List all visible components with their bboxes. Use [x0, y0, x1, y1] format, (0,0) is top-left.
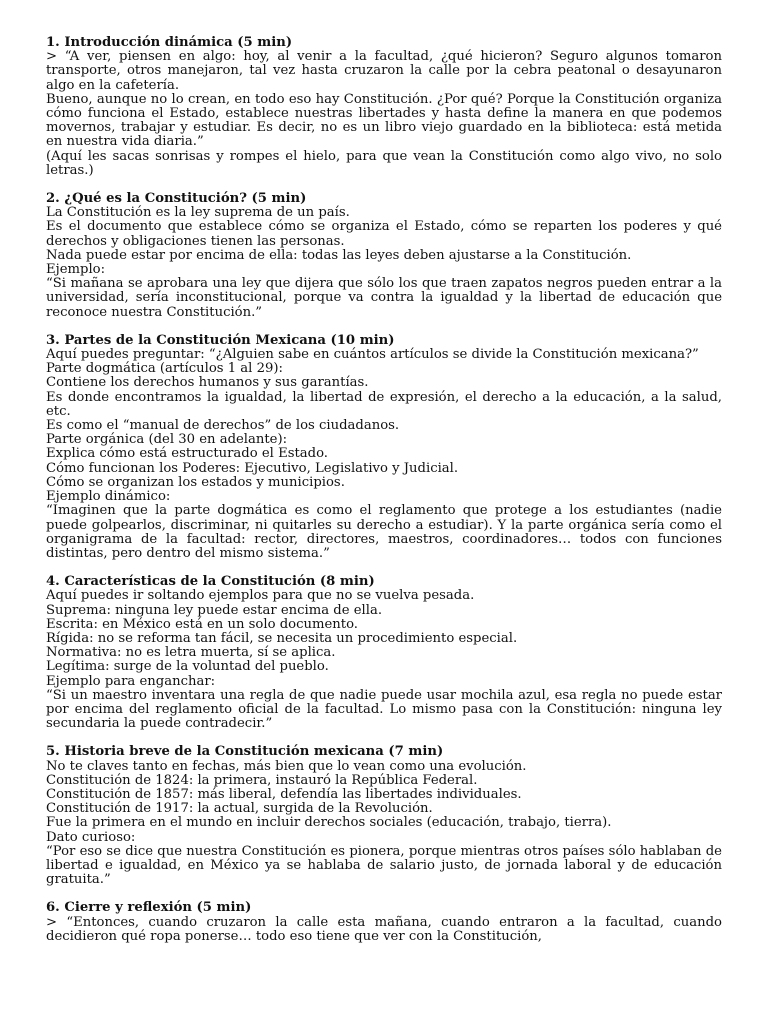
- section-2: [46, 192, 722, 320]
- section-paragraph: La Constitución es la ley suprema de un país.: [46, 205, 350, 221]
- section-heading: 4. Características de la Constitución (8 min): [46, 574, 375, 590]
- section-paragraph: Rígida: no se reforma tan fácil, se necesita un procedimiento especial.: [46, 630, 518, 646]
- section-paragraph: Cómo se organizan los estados y municipios.: [46, 474, 345, 490]
- section-heading: 1. Introducción dinámica (5 min): [46, 35, 293, 50]
- section-6: [46, 901, 722, 944]
- section-heading: 2. ¿Qué es la Constitución? (5 min): [46, 191, 307, 207]
- section-paragraph: No te claves tanto en fechas, más bien que lo vean como una evolución.: [46, 758, 527, 774]
- section-paragraph: > “Entonces, cuando cruzaron la calle esta mañana, cuando entraron a la facultad, cuando decidieron qué ropa ponerse… todo eso tiene que ver con la Constitución,: [46, 914, 722, 944]
- section-paragraph: > “A ver, piensen en algo: hoy, al venir a la facultad, ¿qué hicieron? Seguro algunos tomaron transporte, otros manejaron, tal vez hasta cruzaron la calle por la cebra peatonal o desayunaron algo en la cafetería.: [46, 49, 722, 93]
- section-paragraph: Dato curioso:: [46, 829, 136, 845]
- section-heading: 5. Historia breve de la Constitución mexicana (7 min): [46, 744, 444, 760]
- section-paragraph: Constitución de 1824: la primera, instauró la República Federal.: [46, 772, 478, 788]
- section-5: [46, 745, 722, 887]
- section-paragraph: Nada puede estar por encima de ella: todas las leyes deben ajustarse a la Constitución.: [46, 247, 632, 263]
- section-paragraph: Contiene los derechos humanos y sus garantías.: [46, 375, 369, 391]
- section-paragraph: “Si mañana se aprobara una ley que dijera que sólo los que traen zapatos negros pueden entrar a la universidad, sería inconstitucional, porque va contra la igualdad y la libertad de educación que reconoce nuestra Constitución.”: [46, 276, 722, 320]
- section-paragraph: Escrita: en México está en un solo documento.: [46, 616, 358, 632]
- section-3: [46, 334, 722, 561]
- section-paragraph: Suprema: ninguna ley puede estar encima de ella.: [46, 602, 383, 618]
- section-paragraph: Parte dogmática (artículos 1 al 29):: [46, 361, 283, 377]
- section-paragraph: Es como el “manual de derechos” de los ciudadanos.: [46, 418, 400, 434]
- section-paragraph: Es donde encontramos la igualdad, la libertad de expresión, el derecho a la educación, a la salud, etc.: [46, 389, 722, 419]
- section-paragraph: (Aquí les sacas sonrisas y rompes el hielo, para que vean la Constitución como algo vivo, no solo letras.): [46, 148, 722, 178]
- section-paragraph: “Si un maestro inventara una regla de que nadie puede usar mochila azul, esa regla no puede estar por encima del reglamento oficial de la facultad. Lo mismo pasa con la Constitución: ninguna ley secundaria la puede contradecir.”: [46, 687, 722, 732]
- section-heading: 3. Partes de la Constitución Mexicana (10 min): [46, 332, 395, 348]
- section-paragraph: “Imaginen que la parte dogmática es como el reglamento que protege a los estudiantes (nadie puede golpearlos, discriminar, ni quitarles su derecho a estudiar). Y la parte orgánica sería como el organigrama de la facultad: rector, directores, maestros, coordinadores… todos con funciones distintas, pero dentro del mismo sistema.”: [46, 503, 722, 561]
- section-paragraph: Ejemplo:: [46, 262, 106, 278]
- section-paragraph: Fue la primera en el mundo en incluir derechos sociales (educación, trabajo, tierra).: [46, 815, 612, 831]
- section-4: [46, 575, 722, 731]
- section-paragraph: Normativa: no es letra muerta, sí se aplica.: [46, 645, 336, 661]
- section-paragraph: Ejemplo dinámico:: [46, 489, 171, 505]
- section-paragraph: Parte orgánica (del 30 en adelante):: [46, 432, 288, 448]
- section-paragraph: “Por eso se dice que nuestra Constitución es pionera, porque mientras otros países sólo hablaban de libertad e igualdad, en México ya se hablaba de salario justo, de jornada laboral y de educación gratuita.”: [46, 843, 722, 888]
- section-paragraph: Cómo funcionan los Poderes: Ejecutivo, Legislativo y Judicial.: [46, 460, 459, 476]
- section-paragraph: Es el documento que establece cómo se organiza el Estado, cómo se reparten los poderes y qué derechos y obligaciones tienen las personas.: [46, 219, 722, 249]
- section-1: [46, 36, 722, 178]
- section-heading: 6. Cierre y reflexión (5 min): [46, 900, 252, 916]
- section-paragraph: Constitución de 1917: la actual, surgida de la Revolución.: [46, 801, 433, 817]
- section-paragraph: Legítima: surge de la voluntad del pueblo.: [46, 659, 329, 675]
- section-paragraph: Explica cómo está estructurado el Estado.: [46, 446, 328, 462]
- section-paragraph: Ejemplo para enganchar:: [46, 673, 216, 689]
- section-paragraph: Aquí puedes preguntar: “¿Alguien sabe en cuántos artículos se divide la Constitución mexicana?”: [46, 347, 699, 363]
- section-paragraph: Aquí puedes ir soltando ejemplos para que no se vuelva pesada.: [46, 588, 475, 604]
- section-paragraph: Constitución de 1857: más liberal, defendía las libertades individuales.: [46, 786, 522, 802]
- section-paragraph: Bueno, aunque no lo crean, en todo eso hay Constitución. ¿Por qué? Porque la Constitución organiza cómo funciona el Estado, establece nuestras libertades y hasta define la manera en que podemos movernos, trabajar y estudiar. Es decir, no es un libro viejo guardado en la biblioteca: está metida en nuestra vida diaria.”: [46, 91, 722, 150]
